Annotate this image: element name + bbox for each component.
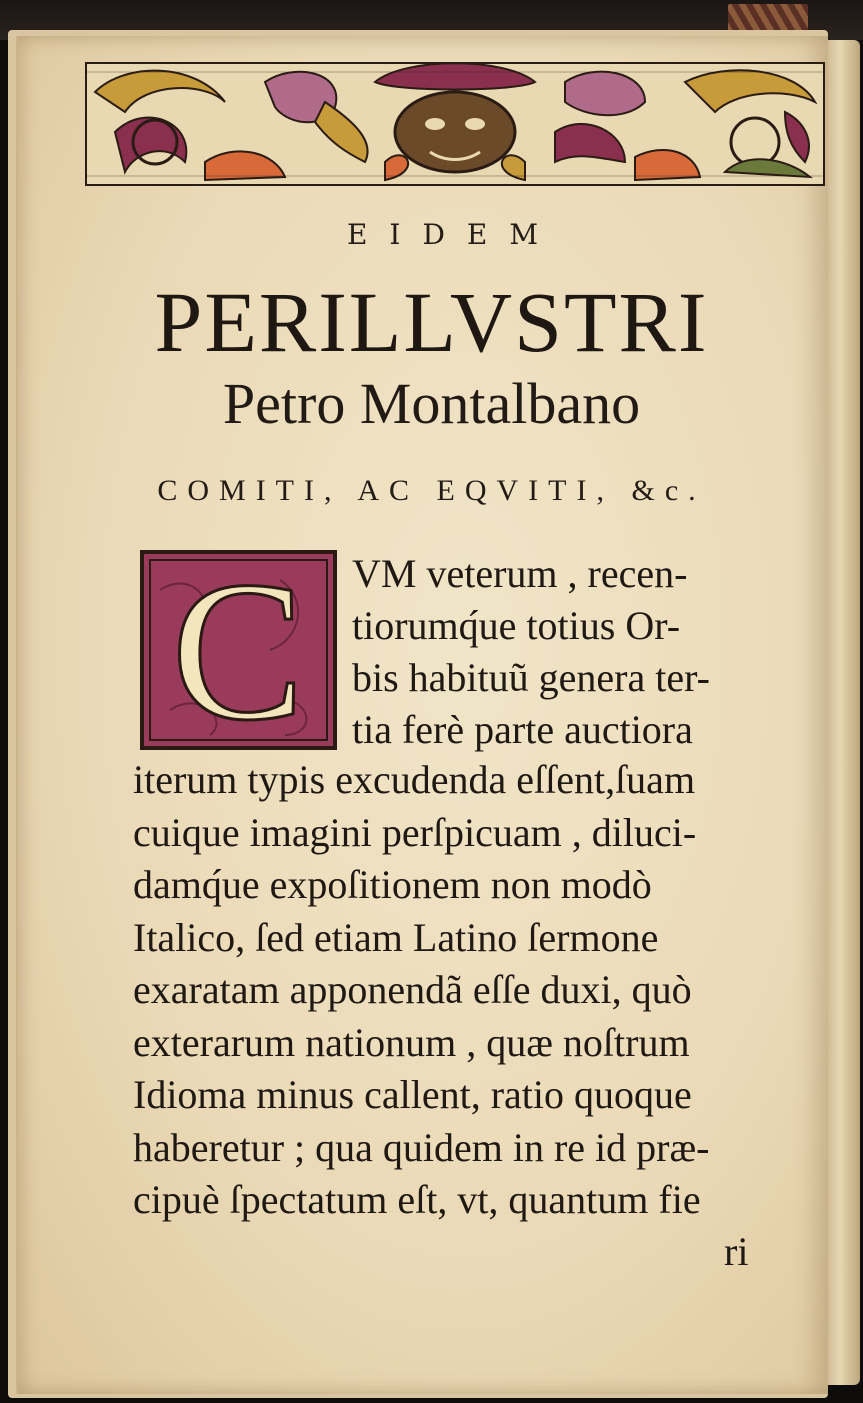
text-line: exterarum nationum , quæ noſtrum (133, 1019, 690, 1065)
first-lines (352, 548, 812, 756)
text-line: bis habituũ genera ter- (352, 655, 710, 700)
dedicatee-name: Petro Montalbano (222, 371, 641, 436)
text-line: Italico, ſed etiam Latino ſermone (133, 914, 659, 960)
eidem-heading: EIDEM (346, 218, 561, 251)
text-line: tiorumq́ue totius Or- (352, 603, 681, 648)
text-line: haberetur ; qua quidem in re id præ- (133, 1124, 710, 1170)
catchword: ri (724, 1229, 749, 1274)
woodcut-headpiece (85, 62, 825, 186)
text-line: VM veterum , recen- (352, 551, 688, 596)
text-line: exaratam apponendã eſſe duxi, quò (133, 967, 692, 1012)
page-title: PERILLVSTRI (154, 274, 709, 370)
text-line: cuique imagini perſpicuam , diluci- (133, 809, 697, 855)
text-line: damq́ue expoſitionem non modò (133, 862, 652, 907)
drop-cap-c (140, 550, 337, 750)
body-text (133, 754, 811, 1227)
text-line: cipuè ſpectatum eſt, vt, quantum fie (133, 1177, 701, 1222)
text-line: iterum typis excudenda eſſent,ſuam (133, 757, 696, 802)
text-line: Idioma minus callent, ratio quoque (133, 1072, 692, 1117)
dedication-subtitle: COMITI, AC EQVITI, &c. (157, 474, 706, 507)
text-line: tia ferè parte auctiora (352, 707, 693, 752)
drop-cap-letter: C (171, 550, 305, 750)
